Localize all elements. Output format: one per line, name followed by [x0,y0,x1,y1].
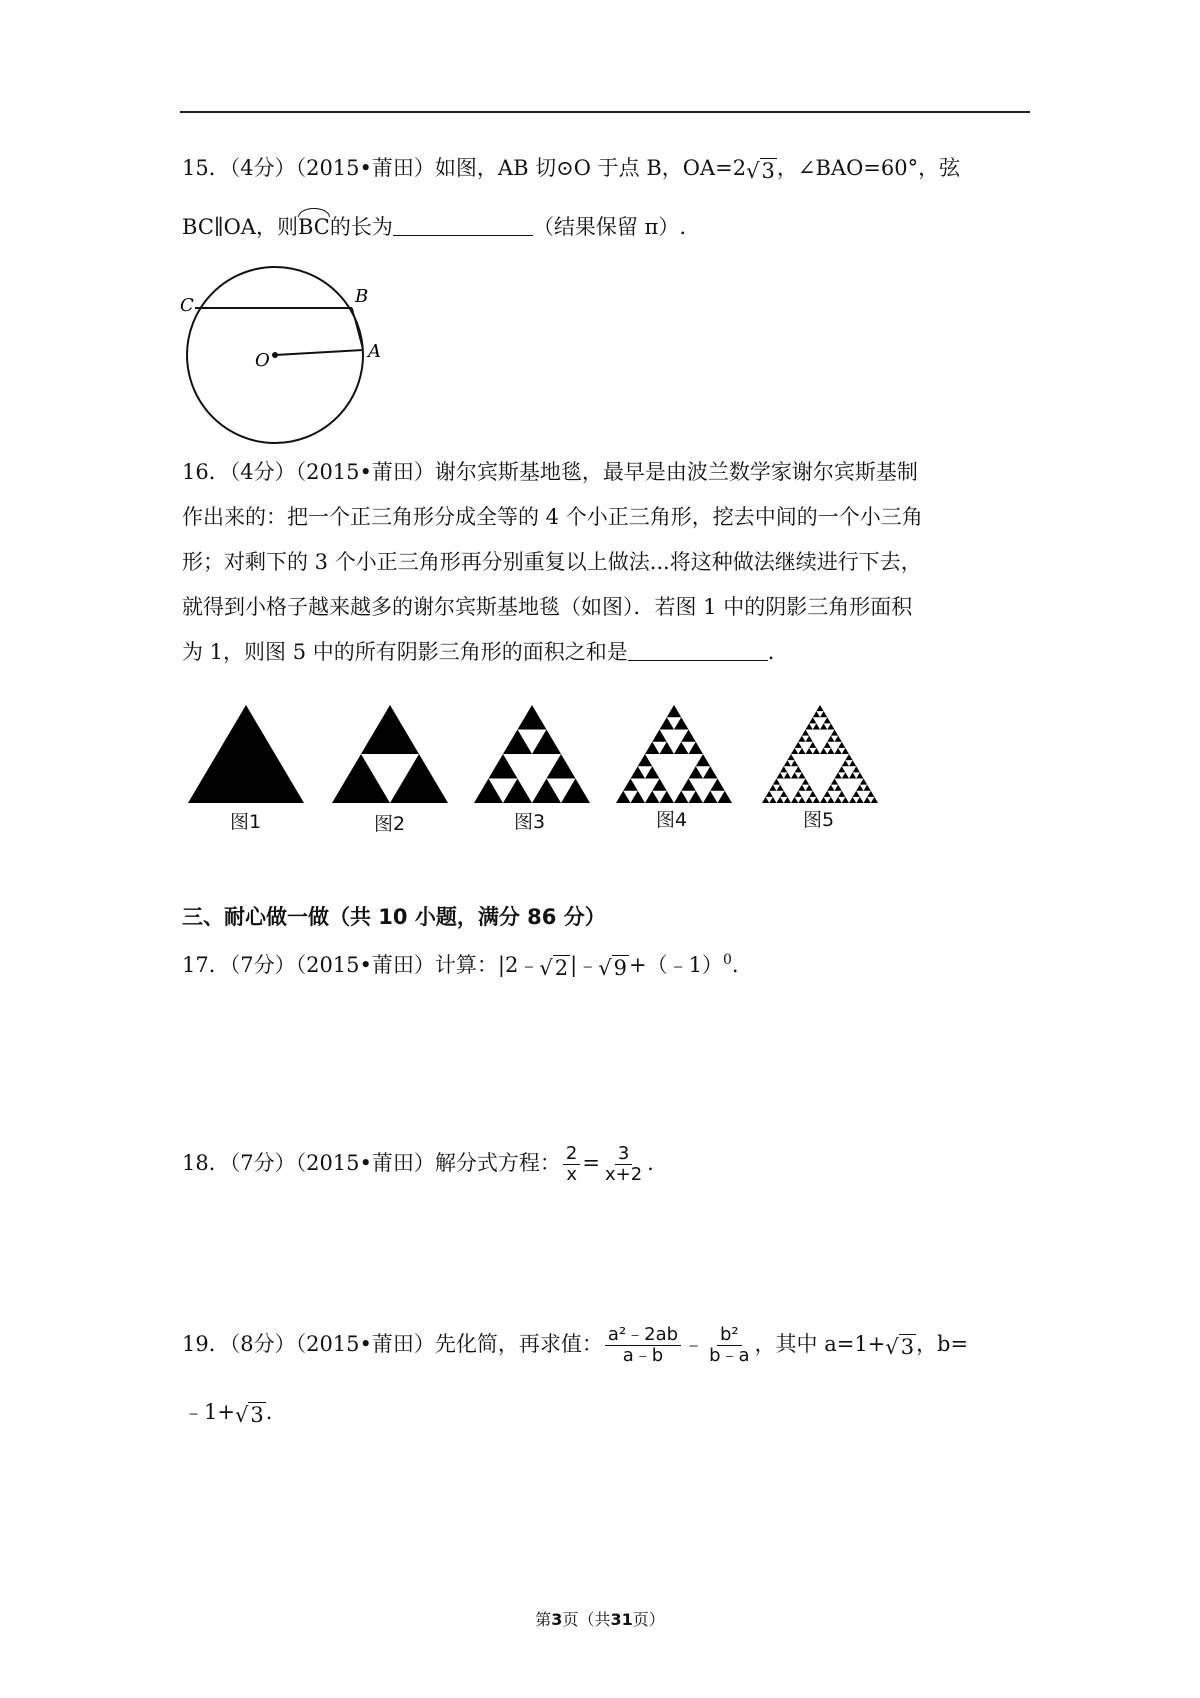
sierpinski-figure-5 [760,703,880,805]
sierpinski-figure-4 [614,703,734,805]
q15-answer-blank[interactable] [393,213,533,236]
fraction-2: $\frac{\text{b²}}{b﹣a}$ [709,1324,750,1366]
q15-rest: ，∠BAO=60°，弦 [776,156,961,180]
q16-line5: 为 1，则图 5 中的所有阴影三角形的面积之和是 . [182,640,775,664]
sierpinski-figure-2 [330,703,450,805]
q17-line: 17．（7分）（2015•莆田）计算：|2﹣√2|﹣√9+（﹣1）$^0$. [182,945,739,983]
fraction-2-over-x: $\frac{2}{x}$ [563,1144,580,1185]
arc-bc: BC [298,212,330,242]
q15-prefix: 15．（4分）（2015•莆田）如图，AB 切⊙O 于点 B，OA=2 [182,156,747,180]
q16-line1: 16．（4分）（2015•莆田）谢尔宾斯基地毯，最早是由波兰数学家谢尔宾斯基制 [182,460,918,484]
sqrt-sign: √3 [885,1335,915,1359]
sqrt-sign: √3 [234,1403,264,1427]
q16-answer-blank[interactable] [628,638,768,661]
caption-fig3: 图3 [514,811,546,833]
caption-fig4: 图4 [656,809,688,831]
fraction-3-over-x-plus-2: $\frac{3}{x+2}$ [604,1143,643,1185]
q16-line3: 形；对剩下的 3 个小正三角形再分别重复以上做法...将这种做法继续进行下去， [182,550,922,574]
sierpinski-figure-1 [186,703,306,805]
q19-line1: 19．（8分）（2015•莆田）先化简，再求值： $\frac{\text{a²﹣2ab}}{a﹣b}$ ﹣ $\frac{\text{b²}}{b﹣a}$ ，其中 a=1+√3，b= [182,1324,969,1366]
label-c: C [180,295,194,316]
q19-line2: ﹣1+√3. [183,1397,272,1430]
label-a: A [368,341,381,362]
label-b: B [355,286,369,307]
sqrt-sign: √2 [539,956,569,980]
header-rule [180,111,1030,113]
q15-line1 [182,153,960,186]
q15-line2: BC∥OA，则BC的长为 （结果保留 π）. [182,212,686,242]
sqrt-sign: √9 [598,956,627,980]
fraction-1: $\frac{\text{a²﹣2ab}}{a﹣b}$ [605,1325,681,1366]
sqrt-sign: √3 [746,159,775,183]
circle-figure [175,260,405,450]
caption-fig2: 图2 [374,813,406,835]
q16-line2: 作出来的：把一个正三角形分成全等的 4 个小正三角形，挖去中间的一个小三角 [182,505,923,529]
section-heading: 三、耐心做一做（共 10 小题，满分 86 分） [182,905,606,929]
page-footer: 第3页（共31页） [535,1610,665,1629]
sierpinski-figure-3 [472,703,592,805]
q18-line: 18．（7分）（2015•莆田）解分式方程： $\frac{2}{x}$ = $\frac{3}{x+2}$ . [182,1143,654,1185]
q16-line4: 就得到小格子越来越多的谢尔宾斯基地毯（如图）．若图 1 中的阴影三角形面积 [182,595,913,619]
label-o: O [255,350,270,371]
caption-fig1: 图1 [230,811,262,833]
caption-fig5: 图5 [803,809,835,831]
